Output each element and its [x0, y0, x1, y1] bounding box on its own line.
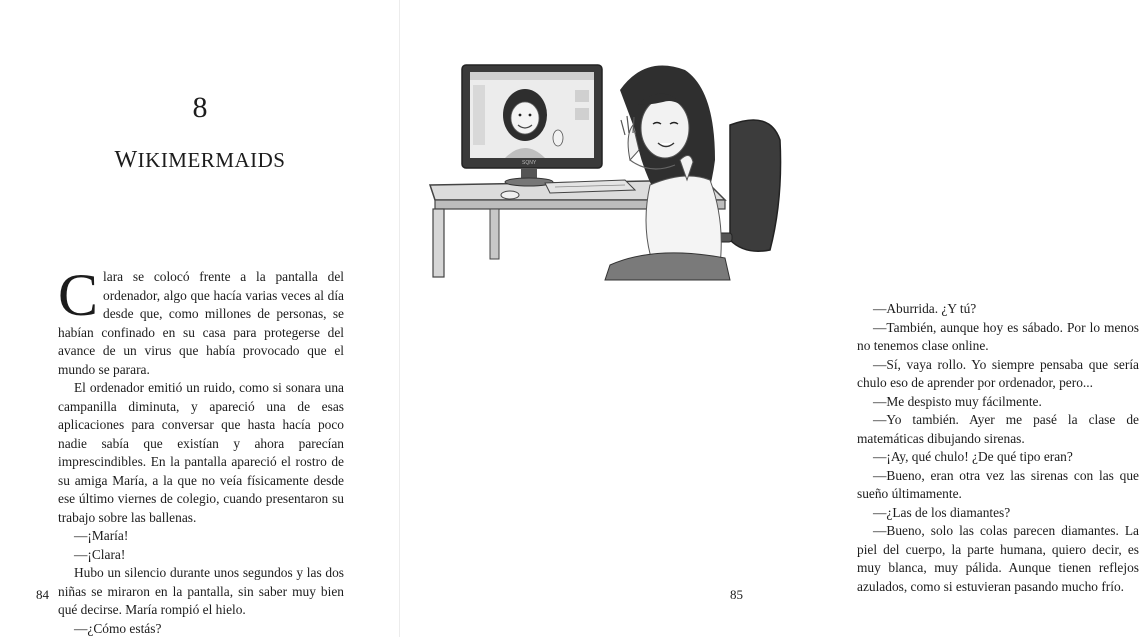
chapter-title-rest: IKIMERMAIDS — [138, 148, 286, 172]
chapter-number: 8 — [0, 90, 400, 126]
dialogue-line: —Me despisto muy fácilmente. — [857, 393, 1139, 412]
dialogue-line: —Sí, vaya rollo. Yo siempre pensaba que sería chulo eso de aprender por ordenador, pero... — [857, 356, 1139, 393]
opening-paragraph — [58, 268, 344, 379]
dialogue-line: —También, aunque hoy es sábado. Por lo menos no tenemos clase online. — [857, 319, 1139, 356]
paragraph: El ordenador emitió un ruido, como si sonara una campanilla diminuta, y apareció una de esas aplicaciones para conversar que hasta hacía poco nadie sabía que existían y ahora parecían imprescindibles. En la pantalla apareció el rostro de su amiga María, a la que no veía físicamente desde ese último viernes de colegio, cuando presentaron su trabajo sobre las ballenas. — [58, 379, 344, 527]
dialogue-line: —Yo también. Ayer me pasé la clase de matemáticas dibujando sirenas. — [857, 411, 1139, 448]
girl-character — [605, 66, 730, 281]
dialogue-line: —¡María! — [58, 527, 344, 546]
dialogue-line: —Bueno, eran otra vez las sirenas con las que sueño últimamente. — [857, 467, 1139, 504]
monitor-brand: SQNY — [522, 160, 537, 166]
dialogue-line: —¿Las de los diamantes? — [857, 504, 1139, 523]
dialogue-line: —¿Cómo estás? — [58, 620, 344, 638]
page-number-right: 85 — [730, 587, 743, 603]
left-body-text — [58, 268, 344, 638]
drop-cap: C — [58, 271, 98, 319]
paragraph: Hubo un silencio durante unos segundos y las dos niñas se miraron en la pantalla, sin saber muy bien qué decirse. María rompió el hielo. — [58, 564, 344, 620]
page-number-left: 84 — [36, 587, 49, 603]
computer-mouse — [501, 191, 519, 199]
girl-at-computer-illustration — [425, 50, 795, 280]
dialogue-line: —Aburrida. ¿Y tú? — [857, 300, 1139, 319]
paragraph-text: lara se colocó frente a la pantalla del ordenador, algo que hacía varias veces al día desde que, como millones de personas, se habían confinado en su casa para protegerse del avance de un virus que había provocado que el mundo se parara. — [58, 269, 344, 377]
dialogue-line: —Bueno, solo las colas parecen diamantes. La piel del cuerpo, la parte humana, quiero decir, es muy blanca, muy pálida. Aunque tienen reflejos azulados, como si estuvieran pasando mucho frío. — [857, 522, 1139, 596]
chapter-title-initial: W — [115, 147, 138, 173]
computer-monitor — [462, 65, 602, 186]
chapter-title — [0, 146, 400, 174]
right-body-text — [857, 300, 1139, 596]
left-page — [0, 0, 400, 637]
dialogue-line: —¡Ay, qué chulo! ¿De qué tipo eran? — [857, 448, 1139, 467]
dialogue-line: —¡Clara! — [58, 546, 344, 565]
